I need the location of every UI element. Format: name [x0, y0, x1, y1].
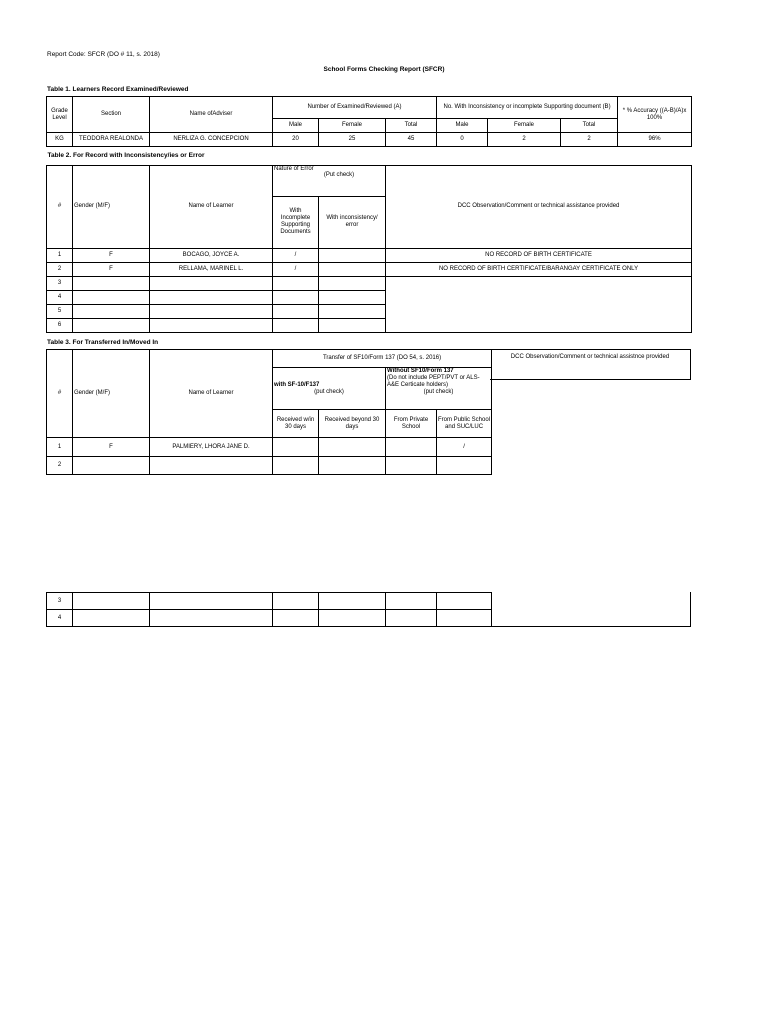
header-beyond-30: Received beyond 30 days: [319, 410, 386, 438]
cell-error: [319, 248, 386, 262]
cell-private: [386, 593, 437, 610]
with-sf-label: with SF-10/F137: [274, 381, 320, 388]
cell-error: [319, 262, 386, 276]
table-row: [47, 593, 492, 610]
cell-error: [319, 290, 386, 304]
header-section: Section: [73, 97, 150, 133]
cell-learner: [150, 276, 273, 290]
header-with-sf: [273, 368, 386, 410]
table-row: [47, 248, 692, 262]
header-ex-male: Male: [273, 119, 319, 133]
cell-adviser: NERLIZA G. CONCEPCION: [150, 133, 273, 147]
without-sf-label: Without SF10/Form 137: [387, 368, 454, 374]
cell-within-30: [273, 438, 319, 457]
table2-title: Table 2. For Record with Inconsistency/ies or Error: [47, 147, 692, 165]
cell-learner: BOCAGO, JOYCE A.: [150, 248, 273, 262]
header-inconsistency: No. With Inconsistency or incomplete Supporting document (B): [437, 97, 618, 119]
cell-error: [319, 318, 386, 332]
cell-beyond-30: [319, 593, 386, 610]
cell-learner: PALMIERY, LHORA JANE D.: [150, 438, 273, 457]
cell-learner: [150, 290, 273, 304]
cell-learner: [150, 610, 273, 627]
header-num: #: [47, 165, 73, 248]
table2: [46, 147, 692, 333]
header-within-30: Received w/in 30 days: [273, 410, 319, 438]
cell-num: 4: [47, 610, 73, 627]
cell-gender: [73, 610, 150, 627]
table3: [46, 349, 492, 475]
header-observation: DCC Observation/Comment or technical assistance provided: [386, 165, 692, 248]
header-inc-male: Male: [437, 119, 488, 133]
cell-ex-male: 20: [273, 133, 319, 147]
cell-section: TEODORA REALONDA: [73, 133, 150, 147]
cell-public: /: [437, 438, 492, 457]
cell-observation-blank: [386, 276, 692, 332]
cell-error: [319, 276, 386, 290]
header-private: From Private School: [386, 410, 437, 438]
cell-incomplete: [273, 304, 319, 318]
nature-label: Nature of Error: [274, 165, 314, 172]
cell-incomplete: [273, 276, 319, 290]
header-public: From Public School and SUC/LUC: [437, 410, 492, 438]
observation-continued-box: [490, 592, 691, 627]
table-row: [47, 276, 692, 290]
header-without-sf: [386, 368, 492, 410]
without-sf-put-check: (put check): [423, 388, 454, 395]
table3-title: Table 3. For Transferred In/Moved In: [47, 339, 159, 346]
cell-accuracy: 96%: [618, 133, 692, 147]
cell-public: [437, 610, 492, 627]
cell-num: 6: [47, 318, 73, 332]
header-ex-total: Total: [386, 119, 437, 133]
cell-num: 3: [47, 593, 73, 610]
header-num: #: [47, 350, 73, 438]
cell-learner: [150, 318, 273, 332]
cell-gender: [73, 318, 150, 332]
observation-header-box: [490, 349, 691, 380]
cell-gender: [73, 457, 150, 475]
table1: [46, 96, 692, 147]
cell-learner: [150, 457, 273, 475]
header-observation: DCC Observation/Comment or technical assistnce provided: [510, 354, 670, 360]
cell-gender: F: [73, 248, 150, 262]
cell-beyond-30: [319, 457, 386, 475]
cell-num: 1: [47, 248, 73, 262]
cell-private: [386, 610, 437, 627]
cell-private: [386, 457, 437, 475]
cell-num: 2: [47, 457, 73, 475]
cell-gender: F: [73, 262, 150, 276]
cell-num: 3: [47, 276, 73, 290]
cell-within-30: [273, 457, 319, 475]
without-sf-note: (Do not include PEPT/PVT or ALS-A&E Certicate holders): [387, 374, 480, 388]
cell-public: [437, 457, 492, 475]
cell-within-30: [273, 610, 319, 627]
header-examined: Number of Examined/Reviewed (A): [273, 97, 437, 119]
header-inc-female: Female: [488, 119, 561, 133]
cell-learner: RELLAMA, MARINEL L.: [150, 262, 273, 276]
cell-ex-total: 45: [386, 133, 437, 147]
cell-incomplete: [273, 318, 319, 332]
table-row: [47, 262, 692, 276]
cell-private: [386, 438, 437, 457]
table-row: [47, 610, 492, 627]
header-nature-of-error: [273, 165, 386, 196]
cell-gender: [73, 304, 150, 318]
cell-public: [437, 593, 492, 610]
header-gender: Gender (M/F): [73, 350, 150, 438]
cell-learner: [150, 593, 273, 610]
header-ex-female: Female: [319, 119, 386, 133]
header-incomplete: With Incomplete Supporting Documents: [273, 196, 319, 248]
header-learner: Name of Learner: [150, 165, 273, 248]
cell-num: 1: [47, 438, 73, 457]
table1-title: Table 1. Learners Record Examined/Reviewed: [47, 86, 189, 93]
cell-beyond-30: [319, 610, 386, 627]
header-adviser: Name ofAdviser: [150, 97, 273, 133]
cell-inc-female: 2: [488, 133, 561, 147]
cell-observation: NO RECORD OF BIRTH CERTIFICATE: [386, 248, 692, 262]
table-row: [47, 438, 492, 457]
table3-continued: [46, 592, 492, 627]
cell-gender: [73, 593, 150, 610]
with-sf-put-check: (put check): [314, 388, 344, 395]
nature-put-check: (Put check): [323, 172, 355, 179]
header-grade-level: Grade Level: [47, 97, 73, 133]
table-row: [47, 133, 692, 147]
report-code: Report Code: SFCR (DO # 11, s. 2018): [47, 51, 160, 58]
cell-ex-female: 25: [319, 133, 386, 147]
cell-num: 2: [47, 262, 73, 276]
cell-gender: [73, 276, 150, 290]
cell-grade-level: KG: [47, 133, 73, 147]
observation-divider: [490, 379, 690, 380]
cell-num: 5: [47, 304, 73, 318]
cell-error: [319, 304, 386, 318]
cell-inc-male: 0: [437, 133, 488, 147]
cell-learner: [150, 304, 273, 318]
cell-inc-total: 2: [561, 133, 618, 147]
cell-incomplete: /: [273, 262, 319, 276]
cell-observation: NO RECORD OF BIRTH CERTIFICATE/BARANGAY CERTIFICATE ONLY: [386, 262, 692, 276]
header-accuracy: * % Accuracy ((A-B)/A)x 100%: [618, 97, 692, 133]
header-gender: Gender (M/F): [73, 165, 150, 248]
header-learner: Name of Learner: [150, 350, 273, 438]
cell-gender: [73, 290, 150, 304]
report-title: School Forms Checking Report (SFCR): [323, 66, 445, 73]
cell-incomplete: [273, 290, 319, 304]
cell-incomplete: /: [273, 248, 319, 262]
cell-gender: F: [73, 438, 150, 457]
cell-within-30: [273, 593, 319, 610]
cell-beyond-30: [319, 438, 386, 457]
header-inc-total: Total: [561, 119, 618, 133]
table-row: [47, 457, 492, 475]
header-inconsistency-error: With inconsistency/ error: [319, 196, 386, 248]
cell-num: 4: [47, 290, 73, 304]
header-transfer: Transfer of SF10/Form 137 (DO 54, s. 2016): [273, 350, 492, 368]
